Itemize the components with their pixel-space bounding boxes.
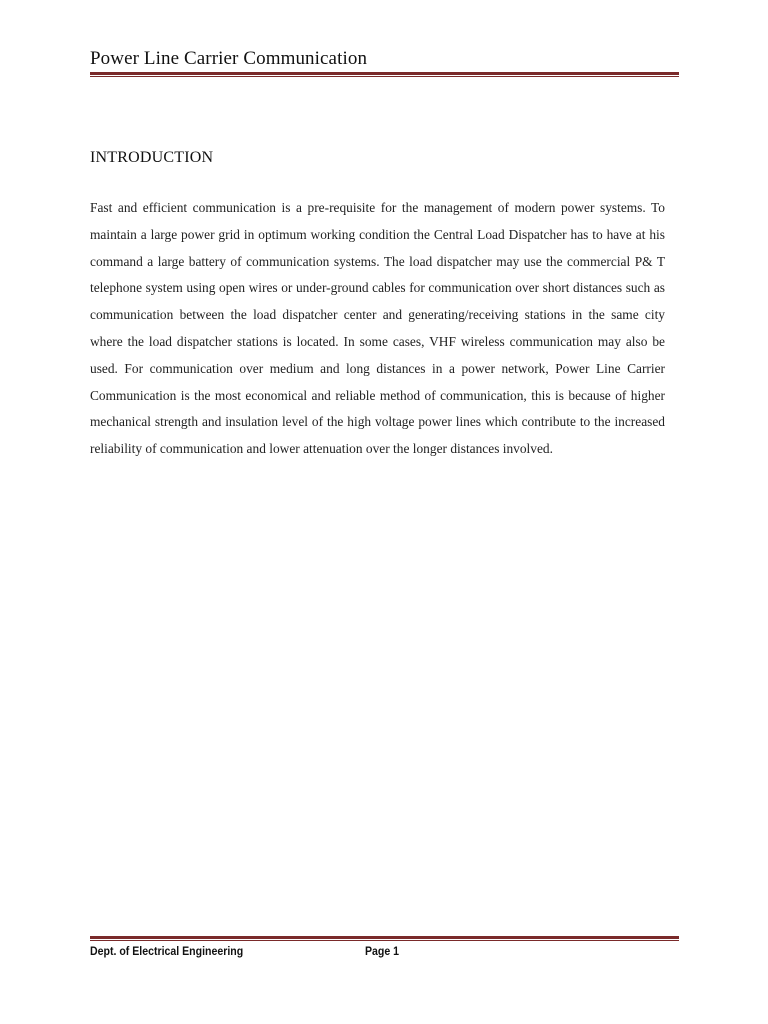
header-divider-thin: [90, 76, 679, 77]
footer-department: Dept. of Electrical Engineering: [90, 944, 244, 958]
page-header-title: Power Line Carrier Communication: [90, 48, 368, 69]
header-divider-thick: [90, 72, 679, 75]
header-divider: [90, 72, 679, 77]
footer-divider-thin: [90, 940, 679, 941]
section-heading: INTRODUCTION: [90, 149, 214, 166]
body-paragraph: Fast and efficient communication is a pre-requisite for the management of modern power systems. To maintain a large power grid in optimum working condition the Central Load Dispatcher has to have at his command a large battery of communication systems. The load dispatcher may use the commercial P& T telephone system using open wires or under-ground cables for communication over short distances such as communication between the load dispatcher center and generating/receiving stations in the same city where the load dispatcher stations is located. In some cases, VHF wireless communication may also be used. For communication over medium and long distances in a power network, Power Line Carrier Communication is the most economical and reliable method of communication, this is because of higher mechanical strength and insulation level of the high voltage power lines which contribute to the increased reliability of communication and lower attenuation over the longer distances involved.: [90, 200, 665, 457]
footer-page-number: Page 1: [365, 944, 400, 958]
footer-divider-thick: [90, 936, 679, 939]
footer-divider: [90, 936, 679, 941]
